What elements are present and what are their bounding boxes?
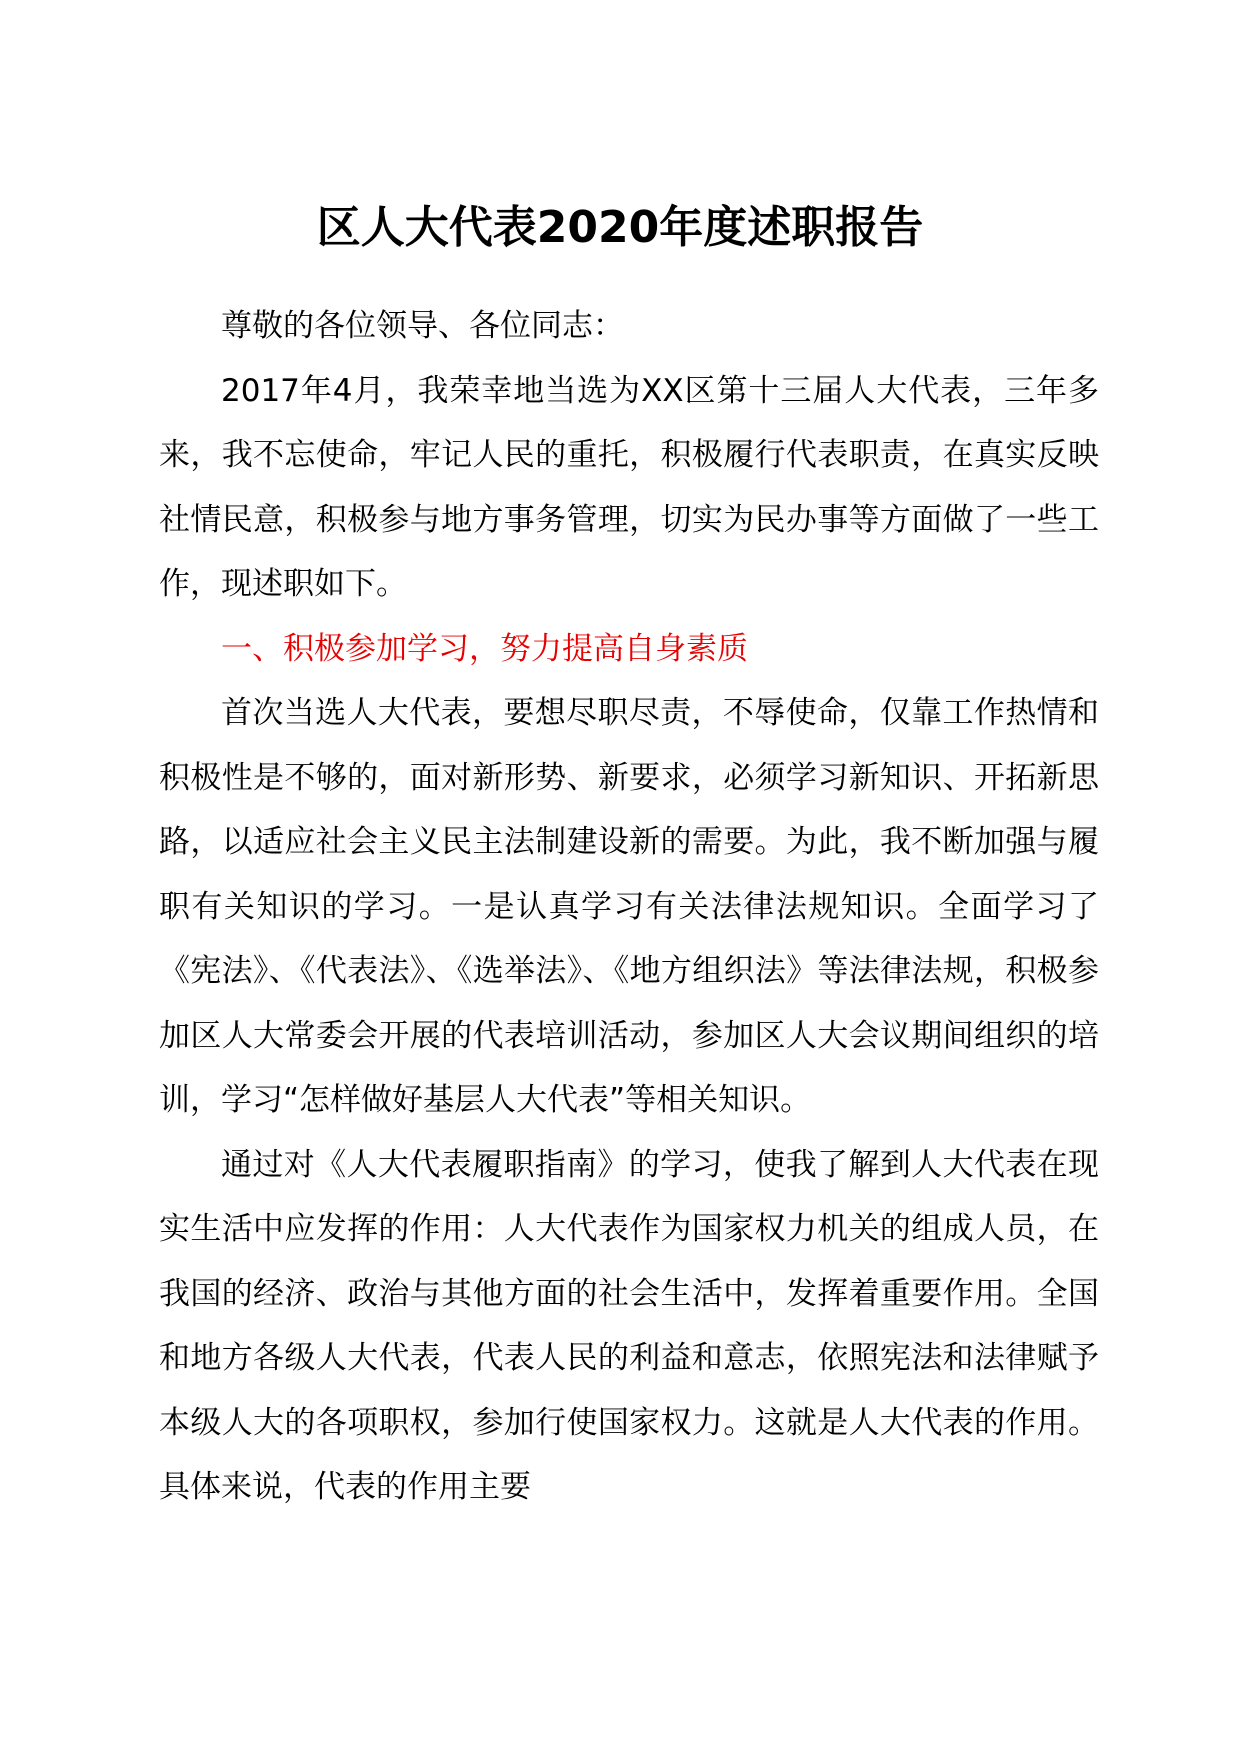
paragraph-intro: 2017年4月，我荣幸地当选为XX区第十三届人大代表，三年多来，我不忘使命，牢记人民的重托，积极履行代表职责，在真实反映社情民意，积极参与地方事务管理，切实为民办事等方面做了一些工作，现述职如下。 <box>159 372 1099 602</box>
paragraph-guide: 通过对《人大代表履职指南》的学习，使我了解到人大代表在现实生活中应发挥的作用：人大代表作为国家权力机关的组成人员，在我国的经济、政治与其他方面的社会生活中，发挥着重要作用。全国和地方各级人大代表，代表人民的利益和意志，依照宪法和法律赋予本级人大的各项职权，参加行使国家权力。这就是人大代表的作用。具体来说，代表的作用主要 <box>159 1146 1099 1505</box>
document-title: 区人大代表2020年度述职报告 <box>316 202 924 253</box>
document-body <box>159 294 1099 1520</box>
salutation: 尊敬的各位领导、各位同志： <box>221 308 624 344</box>
paragraph-study: 首次当选人大代表，要想尽职尽责，不辱使命，仅靠工作热情和积极性是不够的，面对新形势、新要求，必须学习新知识、开拓新思路，以适应社会主义民主法制建设新的需要。为此，我不断加强与履职有关知识的学习。一是认真学习有关法律法规知识。全面学习了《宪法》、《代表法》、《选举法》、《地方组织法》等法律法规，积极参加区人大常委会开展的代表培训活动，参加区人大会议期间组织的培训，学习“怎样做好基层人大代表”等相关知识。 <box>159 695 1099 1118</box>
section-heading: 一、积极参加学习，努力提高自身素质 <box>221 630 748 667</box>
